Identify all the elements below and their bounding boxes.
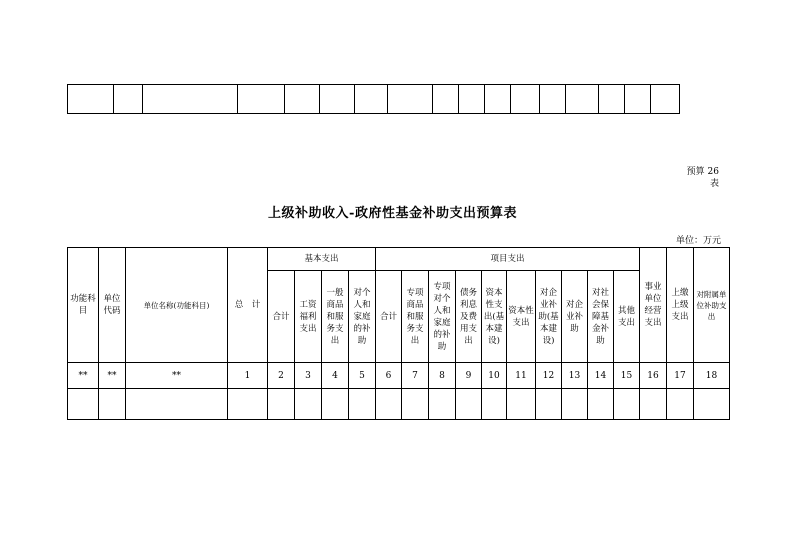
mark-cell: ** bbox=[68, 363, 99, 389]
col-number: 13 bbox=[562, 363, 588, 389]
form-code-suffix: 表 bbox=[709, 179, 719, 189]
col-number: 17 bbox=[667, 363, 694, 389]
table-row bbox=[68, 389, 730, 420]
col-special-personal: 专项对个人和家庭的补助 bbox=[429, 271, 456, 363]
col-number: 4 bbox=[322, 363, 349, 389]
col-remit-upper: 上缴上级支出 bbox=[667, 248, 694, 363]
col-number: 14 bbox=[588, 363, 614, 389]
col-number: 3 bbox=[295, 363, 322, 389]
col-number: 9 bbox=[456, 363, 482, 389]
col-basic-sum: 合计 bbox=[268, 271, 295, 363]
col-number: 1 bbox=[228, 363, 268, 389]
col-enterprise-basic: 对企业补助(基本建设) bbox=[536, 271, 562, 363]
group-basic: 基本支出 bbox=[268, 248, 376, 271]
unit-label: 单位：万元 bbox=[675, 236, 721, 246]
group-project: 项目支出 bbox=[376, 248, 640, 271]
col-project-sum: 合计 bbox=[376, 271, 402, 363]
col-number: 12 bbox=[536, 363, 562, 389]
col-number: 10 bbox=[482, 363, 507, 389]
col-number: 2 bbox=[268, 363, 295, 389]
col-number: 15 bbox=[614, 363, 640, 389]
col-other: 其他支出 bbox=[614, 271, 640, 363]
mark-cell: ** bbox=[126, 363, 228, 389]
col-debt-interest: 债务利息及费用支出 bbox=[456, 271, 482, 363]
col-number: 18 bbox=[694, 363, 730, 389]
page-title: 上级补助收入-政府性基金补助支出预算表 bbox=[268, 206, 517, 221]
col-special-goods: 专项商品和服务支出 bbox=[402, 271, 429, 363]
col-capital-basic: 资本性支出(基本建设) bbox=[482, 271, 507, 363]
col-number: 11 bbox=[507, 363, 536, 389]
table-header-row bbox=[68, 248, 730, 271]
col-capital: 资本性支出 bbox=[507, 271, 536, 363]
mark-cell: ** bbox=[99, 363, 126, 389]
form-code bbox=[687, 166, 719, 190]
col-number: 7 bbox=[402, 363, 429, 389]
col-affiliated-subsidy: 对附属单位补助支出 bbox=[694, 248, 730, 363]
col-number: 8 bbox=[429, 363, 456, 389]
col-wages: 工资福利支出 bbox=[295, 271, 322, 363]
form-code-number: 预算 26 bbox=[686, 167, 719, 177]
col-personal-subsidy: 对个人和家庭的补助 bbox=[349, 271, 376, 363]
col-number: 16 bbox=[640, 363, 667, 389]
col-number: 6 bbox=[376, 363, 402, 389]
col-public-operations: 事业单位经营支出 bbox=[640, 248, 667, 363]
col-social-security: 对社会保障基金补助 bbox=[588, 271, 614, 363]
col-unit-name: 单位名称(功能科目) bbox=[126, 248, 228, 363]
column-number-row bbox=[68, 363, 730, 389]
col-number: 5 bbox=[349, 363, 376, 389]
col-goods-services: 一般商品和服务支出 bbox=[322, 271, 349, 363]
col-unit-code: 单位代码 bbox=[99, 248, 126, 363]
budget-table bbox=[67, 247, 730, 420]
col-total: 总 计 bbox=[228, 248, 268, 363]
table-row bbox=[68, 85, 680, 114]
col-func-subject: 功能科目 bbox=[68, 248, 99, 363]
previous-table-fragment bbox=[67, 84, 680, 114]
col-enterprise: 对企业补助 bbox=[562, 271, 588, 363]
